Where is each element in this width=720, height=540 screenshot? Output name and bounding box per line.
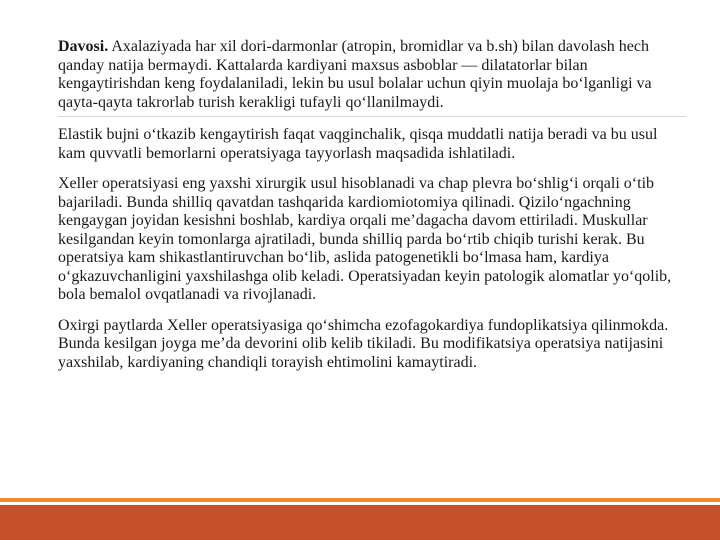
- paragraph-bougie: Elastik bujni o‘tkazib kengaytirish faqat vaqginchalik, qisqa muddatli natija beradi va bu usul kam quvvatli bemorlarni operatsiyaga tayyorlash maqsadida ishlatiladi.: [58, 126, 658, 162]
- paragraph-treatment: [58, 38, 674, 112]
- paragraph-heller-operation: Xeller operatsiyasi eng yaxshi xirurgik usul hisoblanadi va chap plevra bo‘shlig‘i orqali o‘tib bajariladi. Bunda shilliq qavatdan tashqarida kardiomiotomiya qilinadi. Qizilo‘ngachning kengaygan joyidan kesishni boshlab, kardiya orqali me’dagacha davom ettiriladi. Muskullar kesilgandan keyin tomonlarga ajratiladi, bunda shilliq parda bo‘rtib chiqib turishi kerak. Bu operatsiya kam shikastlantiruvchan bo‘lib, aslida patogenetikli bo‘lmasa ham, kardiya o‘gkazuvchanligini yaxshilashga olib keladi. Operatsiyadan keyin patologik alomatlar yo‘qolib, bola bemalol ovqatlanadi va rivojlanadi.: [58, 175, 672, 303]
- footer-band: [0, 505, 720, 540]
- slide-text-body: [58, 38, 674, 372]
- section-divider: [58, 116, 686, 117]
- lead-term-davosi: Davosi.: [58, 38, 109, 55]
- paragraph-fundoplication: Oxirgi paytlarda Xeller operatsiyasiga qo‘shimcha ezofagokardiya fundoplikatsiya qilinmokda. Bunda kesilgan joyga me’da devorini olib kelib tikiladi. Bu modifikatsiya operatsiya natijasini yaxshilab, kardiyaning chandiqli torayish ehtimolini kamaytiradi.: [58, 316, 669, 371]
- paragraph-treatment-text: Axalaziyada har xil dori-darmonlar (atropin, bromidlar va b.sh) bilan davolash hech qanday natija bermaydi. Kattalarda kardiyani maxsus asboblar — dilatatorlar bilan kengaytirishdan keng foydalaniladi, lekin bu usul bolalar uchun qiyin muolaja bo‘lganligi va qayta-qayta takrorlab turish kerakligi tufayli qo‘llanilmaydi.: [58, 38, 652, 111]
